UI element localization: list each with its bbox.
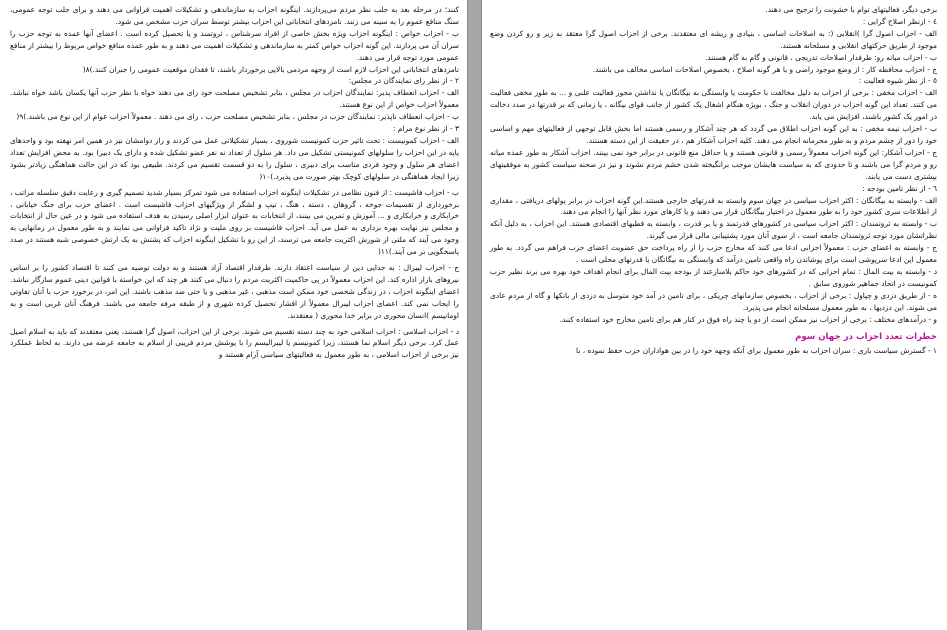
right-page: [481, 0, 947, 630]
paragraph: د - وابسته به بیت المال : تمام احزابی که در کشورهای خود حاکم بلامنازعند از بودجه بیت المال برای انجام اهداف خود بهره می برند نظیر حزب کمونیست در اتحاد جماهیر شوروی سابق .: [490, 266, 937, 288]
section-heading: ٥ - از نظر شیوه فعالیت :: [858, 76, 937, 86]
section-heading: ٣ - از نظر نوع مرام :: [392, 124, 459, 134]
paragraph: نامزدهای انتخاباتی این احزاب لازم است از وجهه مردمی بالایی برخوردار باشند، تا فقدان موقعیت عمومی را جبران کنند.)٨(: [82, 64, 459, 74]
left-page: [0, 0, 468, 630]
paragraph: برخی دیگر، فعالیتهای توام با خشونت را ترجیح می دهند.: [765, 5, 937, 14]
paragraph: ب - احزاب نیمه مخفی : به این گونه احزاب اطلاق می گردد که هر چند آشکار و رسمی هستند اما بخش قابل توجهی از فعالیتهای مهم و اساسی خود را دور از چشم مردم و به طور محرمانه انجام می دهند. کلیه احزاب آشکار هم ، در حقیقت از این دسته هستند.: [490, 124, 937, 145]
paragraph: و - درآمدهای مختلف : برخی از احزاب نیز ممکن است از دو یا چند راه فوق در کنار هم برای تامین مخارج خود استفاده کنند.: [559, 314, 937, 324]
paragraph: الف - احزاب اصول گرا )انقلابی (: به اصلاحات اساسی ، بنیادی و ریشه ای معتقدند. برخی از احزاب اصول گرا معتقد به زیر و رو کردن وضع موجود از طریق حرکتهای انقلابی و مسلحانه هستند.: [490, 28, 937, 50]
paragraph: ب - احزاب میانه رو: طرفدار اصلاحات تدریجی ، قانونی و گام به گام هستند.: [704, 52, 937, 62]
paragraph: ج - وابسته به اعضای حزب : معمولاً احزابی ادعا می کنند که مخارج حزب را از راه پرداخت حق عضویت اعضای حزب فراهم می گردد. به طور معمول این ادعا سرپوشی است برای پوشاندن راه واقعی تامین درآمد که وابستگی به بیگانگان یا قدرتهای محلی است .: [490, 243, 937, 265]
section-heading: ٢ - از نظر رای نمایندگان در مجلس:: [348, 76, 459, 86]
paragraph: ج - احزاب محافظه کار : از وضع موجود راضی و با هر گونه اصلاح ، بخصوص اصلاحات اساسی مخالف می باشند.: [592, 64, 937, 74]
paragraph: ب - احزاب خواص : اینگونه احزاب ویژه بخش خاصی از افراد سرشناس ، ثروتمند و یا تحصیل کرده است . اعضای آنها عمده به توجه حزب را سران آن می پردازند. این گونه احزاب خواص کمتر به سازماندهی و تشکیلات اهمیت می دهند و به طور عمده منافع خواص مربوط را بیشتر از منافع عمومی مورد توجه قرار می دهند.: [10, 28, 459, 62]
paragraph: کنند؛ در مرحله بعد به جلب نظر مردم می‌پردازند. اینگونه احزاب به سازماندهی و تشکیلات اهمیت فراوانی می دهند و برای جلب توجه عمومی، سنگ منافع عموم را به سینه می زنند. نامزدهای انتخاباتی این احزاب بیشتر توسط سران حزب مشخص می شود.: [10, 5, 459, 26]
paragraph: ج - احزاب لیبرال : به جدایی دین از سیاست اعتقاد دارند. طرفدار اقتصاد آزاد هستند و به دولت توصیه می کنند تا اقتصاد کشور را بر اساس نیروهای بازار اداره کند. این احزاب معمولاً در پی حاکمیت اکثریت مردم را دنبال می کنند هر چند که این خواسته با قوانین دینی عموم سازگار نباشد. اعضای اینگونه احزاب ، در زندگی شخصی خود ممکن است مذهبی ، غیر مذهبی و یا حتی ضد مذهب باشند. این امر، در برخورد حزب با آنان تفاوتی را ایجاب نمی کند. اعضای احزاب لیبرال معمولاً از اقشار تحصیل کرده شهری و از طبقه مرفه جامعه می باشند. فرهنگ آنان غربی است و به اومانیسم )انسان محوری در برابر خدا محوری ( معتقدند.: [10, 263, 459, 320]
paragraph: الف - احزاب کمونیست : تحت تاثیر حزب کمونیست شوروی ، بسیار تشکیلاتی عمل می کردند و راز دوامشان نیز در همین امر نهفته بود و واحدهای پایه در این احزاب را سلولهای کمونیستی تشکیل می داد. هر سلول از تعداد نه نفر عضو تشکیل شده و دارای یک دبیر) بود. به محض افزایش تعداد اعضای هر سلول و وجود فردی مناسب برای دبیری ، سلول را به دو قسمت تقسیم می کردند. طبیعی بود که در این حالت هماهنگی زیادتر بشود زیرا ایجاد هماهنگی در سلولهای کوچک بهتر صورت می پذیرد.)١٠(: [10, 135, 459, 181]
paragraph: الف - وابسته به بیگانگان : اکثر احزاب سیاسی در جهان سوم وابسته به قدرتهای خارجی هستند.این گونه احزاب در برابر پولهای دریافتی ، مقداری از اطلاعات سری کشور خود را به طور معمول در اختیار بیگانگان قرار می دهند و یا کارهای مورد نظر آنها را انجام می دهند.: [490, 195, 937, 217]
paragraph: ب - احزاب انعطاف ناپذیر: نمایندگان حزب در مجلس ، بنابر تشخیص مصلحت حزب ، رای می دهند . معمولاً احزاب عوام از این نوع می باشند.)٩(: [16, 112, 459, 122]
paragraph: ب - وابسته به ثروتمندان : اکثر احزاب سیاسی در کشورهای قدرتمند و یا بر قدرت ، وابسته به قطبهای اقتصادی هستند. این احزاب ، به دلیل آنکه نظراتشان مورد توجه ثروتمندان جامعه است ، از سوی آنان مورد پشتیبانی مالی قرار می گیرند.: [490, 219, 937, 241]
paragraph: ب - احزاب فاشیست : از فنون نظامی در تشکیلات اینگونه احزاب استفاده می شود تمرکز بسیار شدید تصمیم گیری و رعایت دقیق سلسله مراتب ، برخورداری از تقسیمات جوخه ، گروهان ، دسته ، هنگ ، تیپ و لشگر از ویژگیهای احزاب فاشیست است . اعضای حزب برای جنگ خیابانی ، خرابکاری و خرابکاری و ... آموزش و تمرین می بینند، از انتخابات به عنوان ابزار اصلی رسیدن به هدف استفاده می شود و در عین حال از انتخابات و مجلس نیز نهایت بهره برداری به عمل می آید. احزاب فاشیست بر روی ملیت و نژاد تاکید فراوانی می نمایند و به طور معمول در زمانهایی به وجود می آیند که ملتی از شورش اکثریت جامعه می ترسند، از این رو با تشکیل اینگونه احزاب که پشتش به یک ارتش خصوصی شبه هستند در صدد پاسخگویی بر می آیند.)١١(: [10, 187, 459, 257]
chapter-heading: خطرات تعدد احزاب در جهان سوم: [795, 332, 937, 343]
section-heading: ٤ - ازنظر اصلاح گرایی :: [862, 16, 937, 26]
paragraph: ه - از طریق دزدی و چپاول : برخی از احزاب ، بخصوص سازمانهای چریکی ، برای تامین در آمد خود متوسل به دزدی از بانکها و گاه از مردم عادی می شوند. این دزدیها ، به طور معمول مسلحانه انجام می پذیرد.: [490, 290, 937, 312]
paragraph: ١ - گسترش سیاست بازی : سران احزاب به طور معمول برای آنکه وجهه خود را در بین هواداران حزب حفظ نموده ، با: [576, 346, 937, 356]
paragraph: الف - احزاب انعطاف پذیر: نمایندگان احزاب در مجلس ، بنابر تشخیص مصلحت خود رای می دهند خواه با نظر حزب آنها یکسان باشد خواه نباشد. معمولاً احزاب خواص از این نوع هستند.: [10, 88, 459, 110]
paragraph: الف - احزاب مخفی : برخی از احزاب به دلیل مخالفت با حکومت یا وابستگی به بیگانگان یا نداشتن مجوز فعالیت علنی و ... به طور مخفی فعالیت می کنند. تعداد این گونه احزاب در دوران انقلاب و جنگ ، بویژه هنگام اشغال یک کشور از جانب قوای بیگانه ، یا زمانی که بر قدرتها در صدد دخالت در امور یک کشور باشند، افزایش می یابد.: [490, 88, 937, 122]
section-heading: ٦ - از نظر تامین بودجه :: [862, 183, 937, 193]
paragraph: ج - احزاب آشکار: این گونه احزاب معمولاً رسمی و قانونی هستند و یا حداقل منع قانونی در برابر خود نمی بینند. احزاب آشکار به طور عمده میانه رو و مردم گرا می باشند و تا حدودی که به سیاست هایشان موجب برانگیخته شدن خشم مردم نشوند و نیز در صحنه سیاست کشور به موفقیتهای بیشتری دست می یابند.: [490, 147, 937, 181]
paragraph: د - احزاب اسلامی : احزاب اسلامی خود به چند دسته تقسیم می شوند. برخی از این احزاب، اصول گرا هستند، یعنی معتقدند که باید به اسلام اصیل عمل کرد. برخی دیگر اسلام نما هستند، زیرا کمونیسم یا لیبرالیسم را با پوشش مردم فریبی از اسلام به جامعه عرضه می دارند. به لحاظ عملکرد نیز برخی از احزاب اسلامی ، به طور معمول به فعالیتهای سیاسی آرام هستند و: [10, 326, 459, 360]
